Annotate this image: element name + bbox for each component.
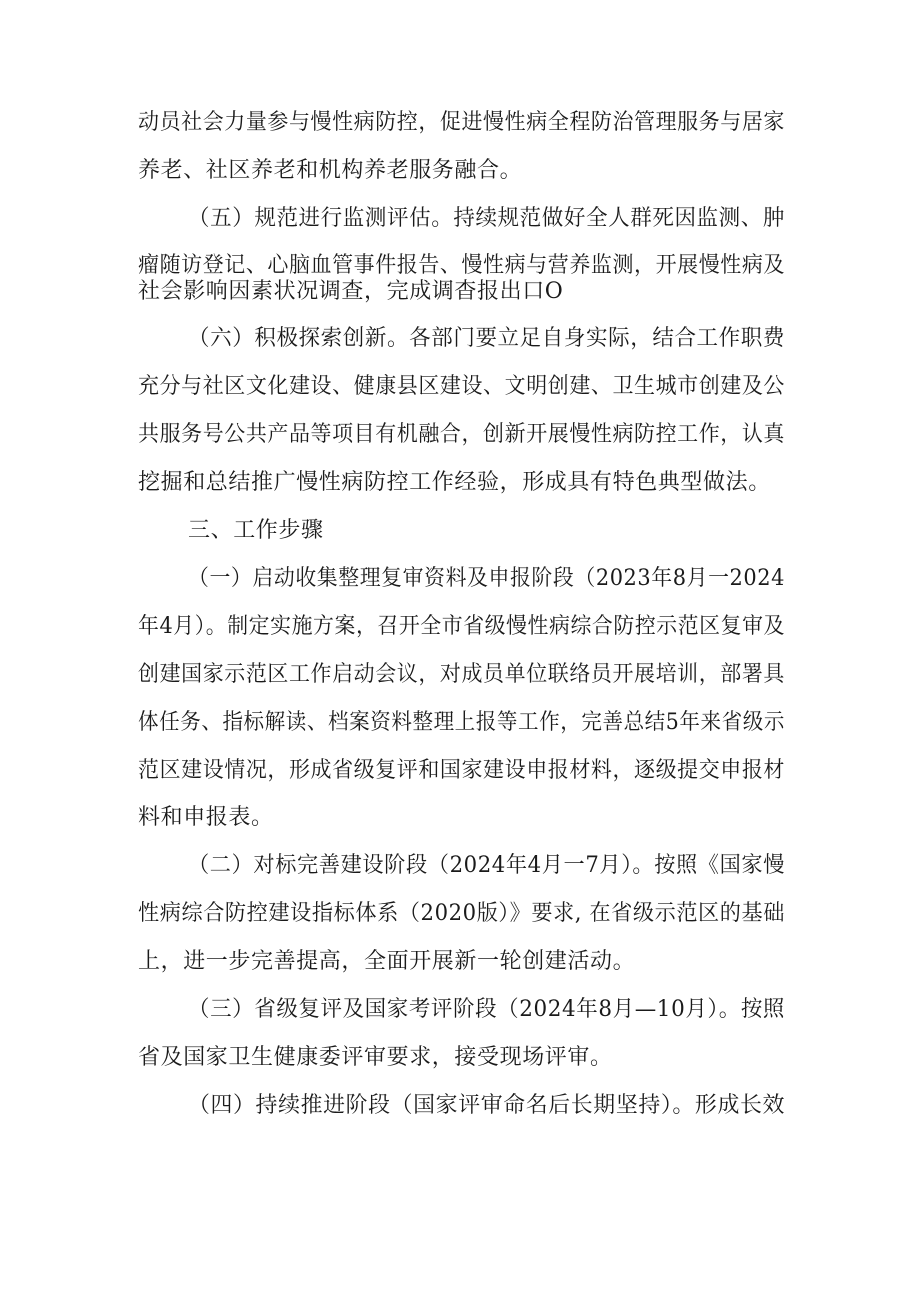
body-line: 料和申报表。	[138, 805, 274, 830]
paragraph-first-line: （二）对标完善建设阶段（2024年4月一7月）。按照《国家慢	[188, 853, 785, 878]
body-line: 性病综合防控建设指标体系（2020版）》要求, 在省级示范区的基础	[138, 901, 785, 926]
section-heading: 三、工作步骤	[188, 518, 324, 543]
body-line: 年4月）。制定实施方案，召开全市省级慢性病综合防控示范区复审及	[138, 614, 785, 639]
body-line: 养老、社区养老和机构养老服务融合。	[138, 158, 523, 183]
body-line: 上，进一步完善提高，全面开展新一轮创建活动。	[138, 949, 636, 974]
body-line: 瘤随访登记、心脑血管事件报告、慢性病与营养监测，开展慢性病及	[138, 253, 785, 278]
body-line: 挖掘和总结推广慢性病防控工作经验，形成具有特色典型做法。	[138, 470, 771, 495]
body-line: 范区建设情况，形成省级复评和国家建设申报材料，逐级提交申报材	[138, 758, 785, 783]
paragraph-first-line: （五）规范进行监测评估。持续规范做好全人群死因监测、肿	[188, 206, 785, 231]
body-line: 充分与社区文化建设、健康县区建设、文明创建、卫生城市创建及公	[138, 374, 785, 399]
body-line: 共服务号公共产品等项目有机融合，创新开展慢性病防控工作，认真	[138, 422, 785, 447]
paragraph-first-line: （三）省级复评及国家考评阶段（2024年8月—10月）。按照	[188, 997, 785, 1022]
body-line: 创建国家示范区工作启动会议，对成员单位联络员开展培训，部署具	[138, 662, 785, 687]
body-line: 省及国家卫生健康委评审要求，接受现场评审。	[138, 1045, 613, 1070]
body-line: 社会影响因素状况调查，完成调杳报出口O	[138, 279, 564, 304]
paragraph-first-line: （一）启动收集整理复审资料及申报阶段（2023年8月一2024	[188, 566, 785, 591]
paragraph-first-line: （四）持续推进阶段（国家评审命名后长期坚持）。形成长效	[188, 1093, 785, 1118]
body-line: 体任务、指标解读、档案资料整理上报等工作，完善总结5年来省级示	[138, 710, 785, 735]
paragraph-first-line: （六）积极探索创新。各部门要立足自身实际，结合工作职费	[188, 326, 785, 351]
body-line: 动员社会力量参与慢性病防控，促进慢性病全程防治管理服务与居家	[138, 110, 785, 135]
